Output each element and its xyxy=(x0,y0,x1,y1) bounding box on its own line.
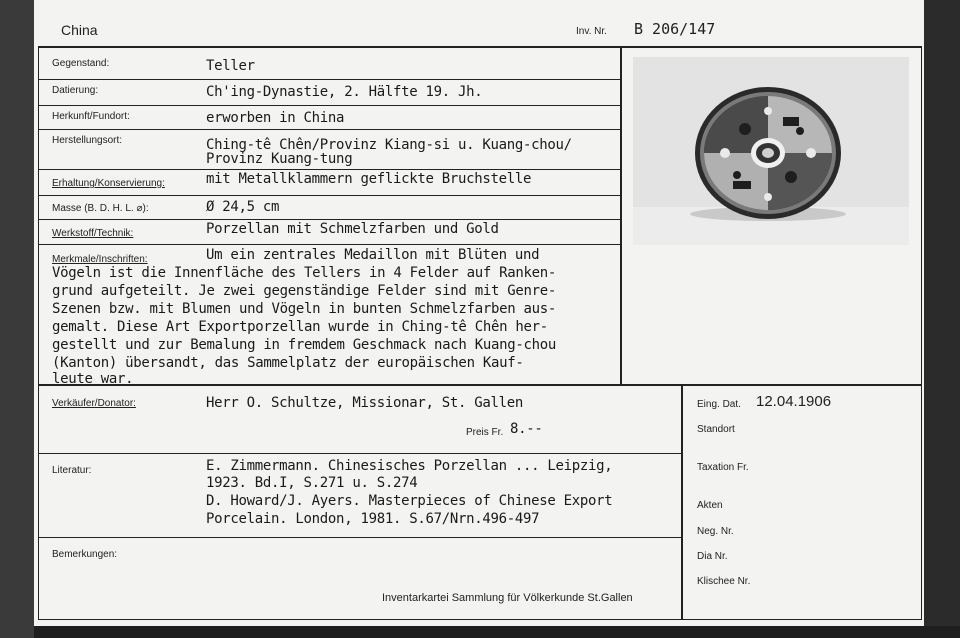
photo-divider xyxy=(620,46,622,385)
value-werkstoff: Porzellan mit Schmelzfarben und Gold xyxy=(206,221,499,237)
rule-herstellungsort xyxy=(38,169,620,170)
label-datierung: Datierung: xyxy=(52,85,99,96)
value-datierung: Ch'ing-Dynastie, 2. Hälfte 19. Jh. xyxy=(206,84,483,100)
section-rule xyxy=(38,384,922,386)
value-preis: 8.-- xyxy=(510,421,543,437)
rule-werkstoff xyxy=(38,244,620,245)
card-shadow-left xyxy=(0,0,34,638)
header-rule xyxy=(38,46,922,48)
label-taxation: Taxation Fr. xyxy=(697,462,749,473)
object-photo xyxy=(633,57,909,245)
bottom-rule xyxy=(38,619,922,620)
rule-datierung xyxy=(38,105,620,106)
inv-nr-label: Inv. Nr. xyxy=(576,26,607,37)
value-literatur-line4: Porcelain. London, 1981. S.67/Nrn.496-497 xyxy=(206,511,540,527)
value-herstellungsort-line1: Ching-tê Chên/Provinz Kiang-si u. Kuang-chou/ xyxy=(206,137,572,153)
label-neg-nr: Neg. Nr. xyxy=(697,526,734,537)
right-col-divider xyxy=(681,384,683,620)
plate-image xyxy=(633,57,909,245)
label-standort: Standort xyxy=(697,424,735,435)
rule-erhaltung xyxy=(38,195,620,196)
value-eing-dat: 12.04.1906 xyxy=(756,393,832,410)
value-merkmale-line1: Um ein zentrales Medaillon mit Blüten und xyxy=(206,247,540,263)
label-erhaltung: Erhaltung/Konservierung: xyxy=(52,178,165,189)
value-merkmale-line2: Vögeln ist die Innenfläche des Tellers in 4 Felder auf Ranken- xyxy=(52,265,556,281)
label-gegenstand: Gegenstand: xyxy=(52,58,110,69)
label-merkmale: Merkmale/Inschriften: xyxy=(52,254,148,265)
value-literatur-line1: E. Zimmermann. Chinesisches Porzellan ... Leipzig, xyxy=(206,458,613,474)
value-herstellungsort-line2: Provinz Kuang-tung xyxy=(206,151,353,167)
label-klischee-nr: Klischee Nr. xyxy=(697,576,751,587)
label-herkunft: Herkunft/Fundort: xyxy=(52,111,130,122)
label-eing-dat: Eing. Dat. xyxy=(697,399,741,410)
value-merkmale-line7: (Kanton) übersandt, das Sammelplatz der europäischen Kauf- xyxy=(52,355,524,371)
rule-gegenstand xyxy=(38,79,620,80)
rule-herkunft xyxy=(38,129,620,130)
rule-masse xyxy=(38,219,620,220)
card-shadow-bottom xyxy=(34,626,960,638)
value-erhaltung: mit Metallklammern geflickte Bruchstelle xyxy=(206,171,532,187)
label-bemerkungen: Bemerkungen: xyxy=(52,549,118,560)
inv-number: B 206/147 xyxy=(634,20,716,38)
value-merkmale-line4: Szenen bzw. mit Blumen und Vögeln in bunten Schmelzfarben aus- xyxy=(52,301,556,317)
label-akten: Akten xyxy=(697,500,723,511)
value-masse: Ø 24,5 cm xyxy=(206,199,280,215)
label-herstellungsort: Herstellungsort: xyxy=(52,135,123,146)
value-merkmale-line5: gemalt. Diese Art Exportporzellan wurde in Ching-tê Chên her- xyxy=(52,319,548,335)
label-masse: Masse (B. D. H. L. ⌀): xyxy=(52,203,149,214)
label-preis: Preis Fr. xyxy=(466,427,504,438)
label-verkaeufer: Verkäufer/Donator: xyxy=(52,398,136,409)
label-literatur: Literatur: xyxy=(52,465,92,476)
value-herkunft: erworben in China xyxy=(206,110,345,126)
value-literatur-line3: D. Howard/J. Ayers. Masterpieces of Chinese Export xyxy=(206,493,613,509)
rule-literatur xyxy=(38,537,682,538)
value-merkmale-line3: grund aufgeteilt. Je zwei gegenständige Felder sind mit Genre- xyxy=(52,283,556,299)
value-merkmale-line8: leute war. xyxy=(52,371,134,387)
value-verkaeufer: Herr O. Schultze, Missionar, St. Gallen xyxy=(206,395,524,411)
footer-institution: Inventarkartei Sammlung für Völkerkunde St.Gallen xyxy=(382,592,633,604)
label-dia-nr: Dia Nr. xyxy=(697,551,728,562)
value-gegenstand: Teller xyxy=(206,58,255,74)
country-label: China xyxy=(61,22,98,38)
right-rule xyxy=(921,46,922,620)
value-literatur-line2: 1923. Bd.I, S.271 u. S.274 xyxy=(206,475,418,491)
left-rule xyxy=(38,46,39,620)
label-werkstoff: Werkstoff/Technik: xyxy=(52,228,134,239)
value-merkmale-line6: gestellt und zur Bemalung in fremdem Geschmack nach Kuang-chou xyxy=(52,337,556,353)
rule-verkaeufer xyxy=(38,453,682,454)
